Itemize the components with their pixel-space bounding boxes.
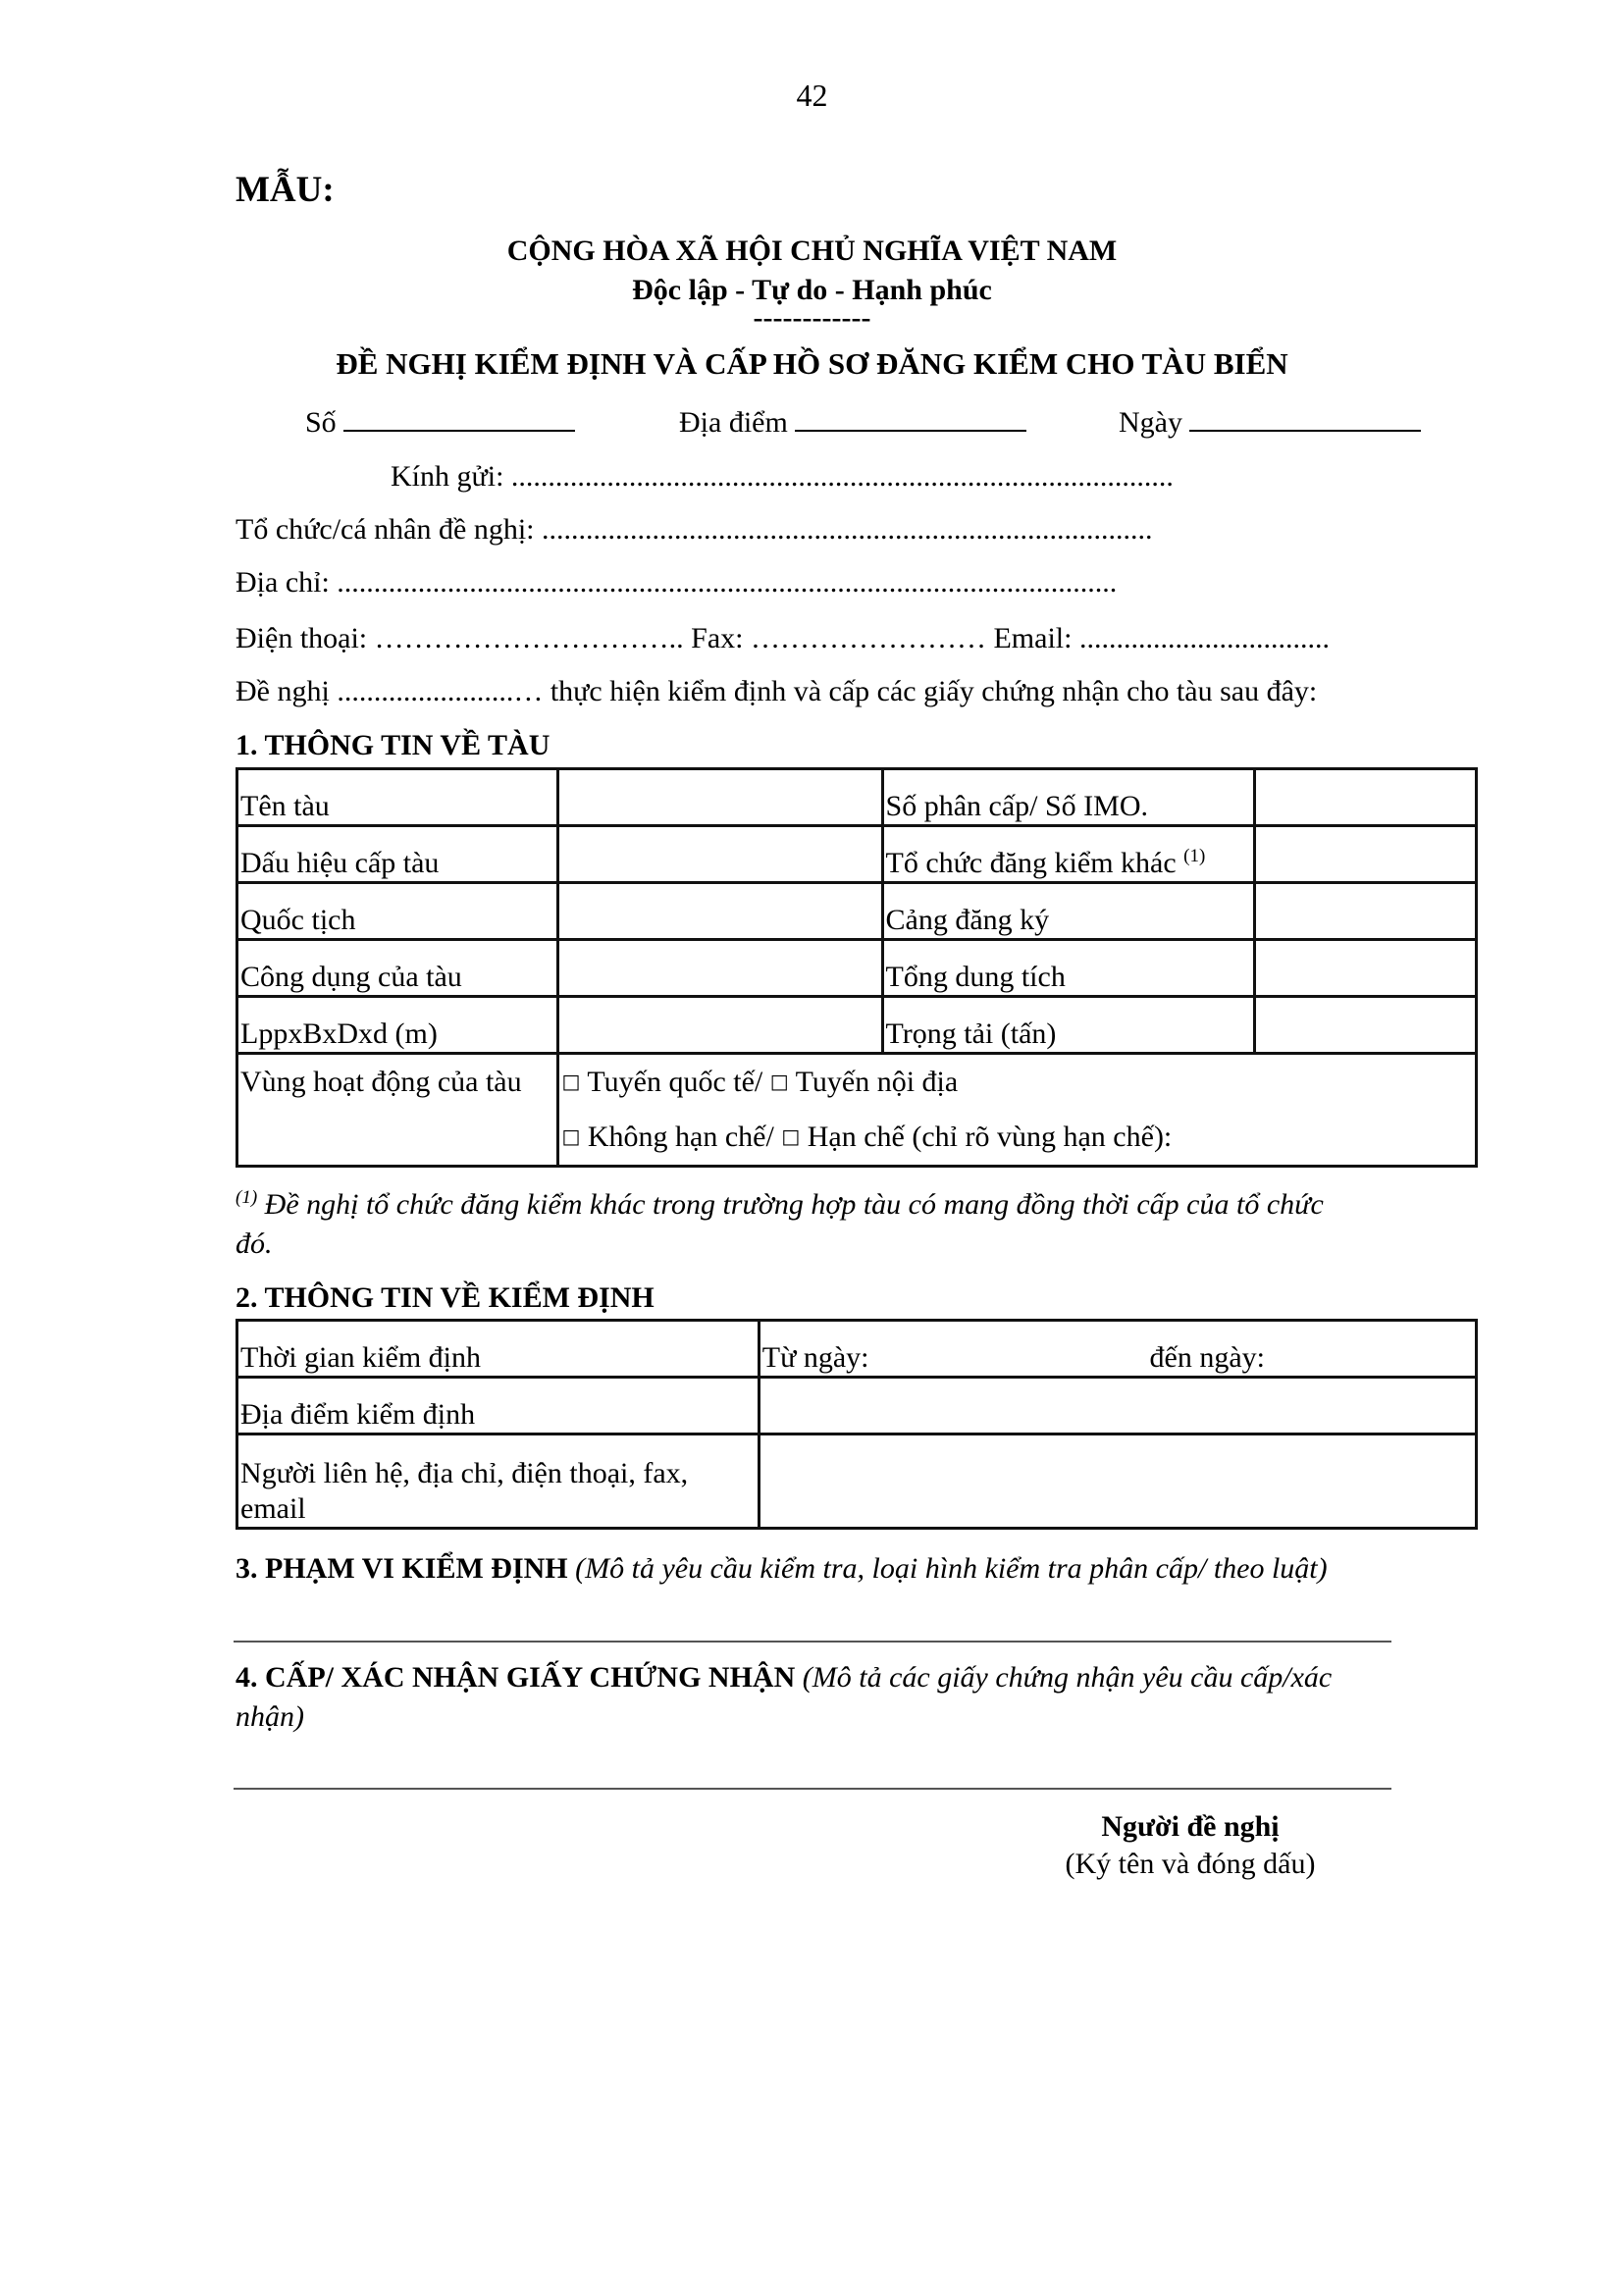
table-row: [237, 1378, 1477, 1434]
ship-field-value[interactable]: [558, 883, 882, 940]
ship-field-value[interactable]: [558, 769, 882, 826]
ship-field-value[interactable]: [558, 940, 882, 997]
applicant-field[interactable]: Tổ chức/cá nhân đề nghị: ...................................................................................: [236, 513, 1153, 546]
checkbox-icon[interactable]: □: [781, 1124, 801, 1148]
recipient-field[interactable]: Kính gửi: ..........................................................................................: [391, 460, 1174, 493]
table-row: [237, 769, 1477, 826]
operating-area-options: [558, 1054, 1477, 1167]
checkbox-icon[interactable]: □: [561, 1069, 581, 1093]
ship-field-label: [237, 769, 558, 826]
place-label: Địa điểm: [679, 406, 788, 439]
ship-field-label-text: Công dụng của tàu: [240, 961, 462, 993]
footnote-reference: (1): [1183, 846, 1206, 866]
ship-field-label-text: Số phân cấp/ Số IMO.: [885, 790, 1148, 822]
page-number: 42: [796, 78, 828, 113]
section-3-answer-line[interactable]: [234, 1641, 1391, 1643]
footnote: [236, 1187, 1324, 1223]
section-4-note-continuation: nhận): [236, 1700, 304, 1733]
ship-field-label-text: Trọng tải (tấn): [885, 1017, 1057, 1050]
footnote-text: Đề nghị tổ chức đăng kiểm khác trong trường hợp tàu có mang đồng thời cấp của tổ chức: [264, 1188, 1324, 1221]
contact-field[interactable]: Điện thoại: ………………………….. Fax: …………………… Email: ..................................: [236, 622, 1330, 654]
ship-field-label-text: LppxBxDxd (m): [240, 1017, 438, 1050]
header-separator: ------------: [753, 301, 871, 334]
section-1-heading: 1. THÔNG TIN VỀ TÀU: [236, 729, 550, 761]
table-row: [237, 826, 1477, 883]
national-motto: Độc lập - Tự do - Hạnh phúc: [632, 274, 992, 306]
operating-area-line-2: [561, 1120, 1473, 1157]
place-field[interactable]: [679, 402, 1026, 441]
number-blank[interactable]: [343, 402, 575, 432]
option-restricted: Hạn chế (chỉ rõ vùng hạn chế):: [807, 1121, 1173, 1153]
ship-field-label-text: Quốc tịch: [240, 904, 356, 936]
place-blank[interactable]: [795, 402, 1026, 432]
ship-field-value[interactable]: [558, 997, 882, 1054]
ship-field-label: [882, 769, 1254, 826]
ship-field-value[interactable]: [1254, 826, 1476, 883]
form-label: MẪU:: [236, 170, 335, 210]
from-date-label: Từ ngày:: [761, 1341, 869, 1374]
operating-area-line-1: [561, 1065, 1473, 1102]
ship-field-label: [882, 883, 1254, 940]
date-field[interactable]: [1119, 402, 1421, 441]
ship-field-label-text: Tổ chức đăng kiểm khác: [885, 847, 1177, 879]
address-field[interactable]: Địa chỉ: ..........................................................................................................: [236, 566, 1118, 599]
date-blank[interactable]: [1189, 402, 1421, 432]
section-4: [236, 1660, 1332, 1695]
ship-field-label-text: Tên tàu: [240, 790, 330, 822]
inspection-time-label: Thời gian kiểm định: [237, 1321, 760, 1378]
section-4-heading: 4. CẤP/ XÁC NHẬN GIẤY CHỨNG NHẬN: [236, 1661, 796, 1694]
ship-field-label: [882, 940, 1254, 997]
option-unrestricted: Không hạn chế/: [587, 1121, 774, 1153]
request-field[interactable]: Đề nghị ........................… thực hiện kiểm định và cấp các giấy chứng nhận cho tàu sau đây:: [236, 675, 1318, 707]
ship-field-label: [237, 883, 558, 940]
table-row: [237, 940, 1477, 997]
contact-person-label-line-2: email: [240, 1492, 306, 1525]
signature-instruction: (Ký tên và đóng dấu): [1065, 1848, 1316, 1880]
ship-field-value[interactable]: [1254, 997, 1476, 1054]
inspection-info-table: [236, 1319, 1478, 1530]
table-row: [237, 1434, 1477, 1529]
contact-person-value[interactable]: [759, 1434, 1476, 1529]
contact-person-label: [237, 1434, 760, 1529]
footnote-continuation: đó.: [236, 1227, 273, 1260]
ship-field-value[interactable]: [558, 826, 882, 883]
section-3-note: (Mô tả yêu cầu kiểm tra, loại hình kiểm tra phân cấp/ theo luật): [575, 1552, 1328, 1585]
footnote-mark: (1): [236, 1187, 258, 1208]
option-international: Tuyến quốc tế/: [587, 1066, 763, 1098]
option-domestic: Tuyến nội địa: [795, 1066, 959, 1098]
ship-field-label: [882, 826, 1254, 883]
inspection-time-cell[interactable]: [759, 1321, 1476, 1378]
number-label: Số: [305, 406, 337, 439]
table-row: [237, 1321, 1477, 1378]
to-date-label: đến ngày:: [1149, 1341, 1265, 1374]
section-3: [236, 1551, 1328, 1587]
ship-field-label: [882, 997, 1254, 1054]
ship-field-label-text: Dấu hiệu cấp tàu: [240, 847, 440, 879]
ship-field-value[interactable]: [1254, 883, 1476, 940]
section-3-heading: 3. PHẠM VI KIỂM ĐỊNH: [236, 1552, 568, 1585]
table-row: [237, 883, 1477, 940]
ship-info-table: [236, 767, 1478, 1168]
signature-title: Người đề nghị: [1101, 1810, 1280, 1843]
checkbox-icon[interactable]: □: [769, 1069, 789, 1093]
operating-area-row: [237, 1054, 1477, 1167]
section-4-answer-line[interactable]: [234, 1788, 1391, 1790]
document-title: ĐỀ NGHỊ KIỂM ĐỊNH VÀ CẤP HỒ SƠ ĐĂNG KIỂM CHO TÀU BIỂN: [336, 346, 1288, 381]
ship-field-label: [237, 997, 558, 1054]
inspection-place-value[interactable]: [759, 1378, 1476, 1434]
section-4-note: (Mô tả các giấy chứng nhận yêu cầu cấp/xác: [802, 1661, 1333, 1694]
section-2-heading: 2. THÔNG TIN VỀ KIỂM ĐỊNH: [236, 1281, 655, 1314]
ship-field-label: [237, 826, 558, 883]
table-row: [237, 997, 1477, 1054]
ship-field-label-text: Cảng đăng ký: [885, 904, 1050, 936]
inspection-place-label: Địa điểm kiểm định: [237, 1378, 760, 1434]
ship-field-label-text: Tổng dung tích: [885, 961, 1066, 993]
contact-person-label-line-1: Người liên hệ, địa chỉ, điện thoại, fax,: [240, 1457, 689, 1489]
nation-name: CỘNG HÒA XÃ HỘI CHỦ NGHĨA VIỆT NAM: [506, 235, 1118, 267]
number-field[interactable]: [305, 402, 575, 441]
date-label: Ngày: [1119, 406, 1182, 439]
ship-field-label: [237, 940, 558, 997]
operating-area-label: Vùng hoạt động của tàu: [237, 1054, 558, 1167]
checkbox-icon[interactable]: □: [561, 1124, 581, 1148]
ship-field-value[interactable]: [1254, 769, 1476, 826]
ship-field-value[interactable]: [1254, 940, 1476, 997]
